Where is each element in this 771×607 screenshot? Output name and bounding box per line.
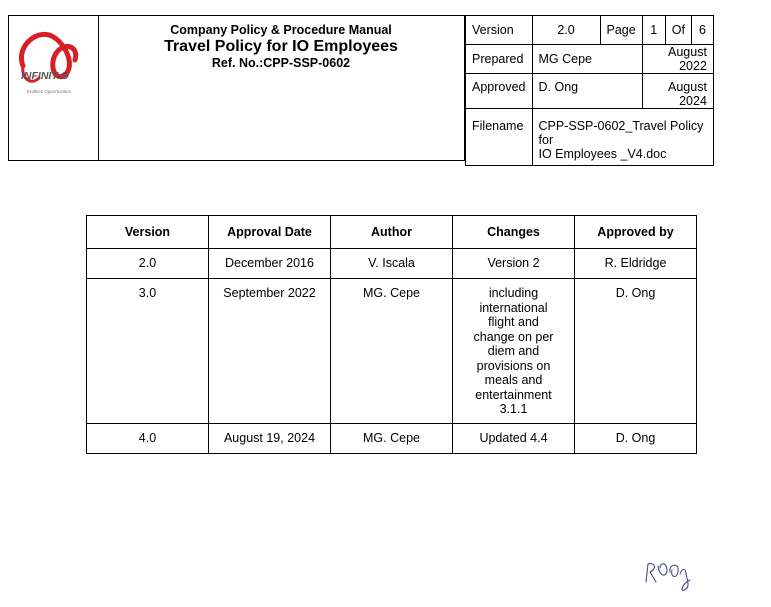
- signature-stroke: [646, 564, 690, 591]
- infinito-logo: [9, 16, 98, 160]
- cell-approved-by: D. Ong: [575, 279, 697, 424]
- logo-cell: [8, 15, 99, 161]
- document-title: Travel Policy for IO Employees: [164, 38, 398, 55]
- filename-label: Filename: [466, 109, 533, 166]
- approved-date: August 2024: [642, 74, 713, 109]
- cell-author: V. Iscala: [331, 249, 453, 279]
- cell-approval-date: December 2016: [209, 249, 331, 279]
- page-label: Page: [600, 16, 642, 45]
- prepared-label: Prepared: [466, 45, 533, 74]
- changes-line: 3.1.1: [499, 402, 528, 416]
- changes-line: Version 2: [487, 256, 540, 270]
- col-header-changes: Changes: [453, 216, 575, 249]
- meta-row-prepared: [466, 45, 714, 74]
- table-row: [87, 423, 697, 453]
- changes-line: international: [479, 300, 548, 315]
- page-total: 6: [691, 16, 713, 45]
- col-header-approval-date: Approval Date: [209, 216, 331, 249]
- col-header-version: Version: [87, 216, 209, 249]
- revision-history-table: [86, 215, 697, 454]
- changes-line: change on per: [473, 329, 554, 344]
- changes-line: including: [488, 286, 539, 300]
- col-header-author: Author: [331, 216, 453, 249]
- document-header: [8, 15, 740, 161]
- filename-value: [532, 109, 713, 166]
- changes-line: entertainment: [475, 387, 552, 402]
- version-value: 2.0: [532, 16, 600, 45]
- manual-title: Company Policy & Procedure Manual: [170, 23, 392, 37]
- cell-approved-by: R. Eldridge: [575, 249, 697, 279]
- cell-approved-by: D. Ong: [575, 423, 697, 453]
- reference-number: Ref. No.:CPP-SSP-0602: [211, 56, 351, 70]
- cell-author: MG. Cepe: [331, 423, 453, 453]
- prepared-by: MG Cepe: [532, 45, 642, 74]
- logo-tagline: Endless Opportunities: [26, 89, 72, 94]
- meta-row-filename: [466, 109, 714, 166]
- changes-line: flight and: [488, 315, 539, 329]
- cell-version: 4.0: [87, 423, 209, 453]
- filename-line-2: IO Employees _V4.doc: [538, 147, 667, 161]
- page-number: 1: [642, 16, 665, 45]
- table-row: [87, 249, 697, 279]
- document-meta-table: [465, 15, 714, 166]
- cell-version: 2.0: [87, 249, 209, 279]
- cell-approval-date: August 19, 2024: [209, 423, 331, 453]
- title-cell: [98, 15, 465, 161]
- of-label: Of: [665, 16, 691, 45]
- cell-author: MG. Cepe: [331, 279, 453, 424]
- table-row: [87, 279, 697, 424]
- meta-row-approved: [466, 74, 714, 109]
- handwritten-signature: [640, 554, 700, 594]
- cell-version: 3.0: [87, 279, 209, 424]
- version-label: Version: [466, 16, 533, 45]
- cell-approval-date: September 2022: [209, 279, 331, 424]
- changes-line: Updated 4.4: [479, 430, 548, 445]
- revision-header-row: [87, 216, 697, 249]
- changes-line: provisions on: [476, 358, 551, 373]
- cell-changes: [453, 279, 575, 424]
- logo-brand-text: INFINIT-O: [21, 70, 69, 82]
- cell-changes: [453, 423, 575, 453]
- changes-line: meals and: [484, 373, 543, 387]
- filename-line-1: CPP-SSP-0602_Travel Policy for: [538, 119, 704, 147]
- prepared-date: August 2022: [642, 45, 713, 74]
- approved-by: D. Ong: [532, 74, 642, 109]
- changes-line: diem and: [487, 344, 540, 358]
- approved-label: Approved: [466, 74, 533, 109]
- meta-row-version: [466, 16, 714, 45]
- col-header-approved-by: Approved by: [575, 216, 697, 249]
- cell-changes: [453, 249, 575, 279]
